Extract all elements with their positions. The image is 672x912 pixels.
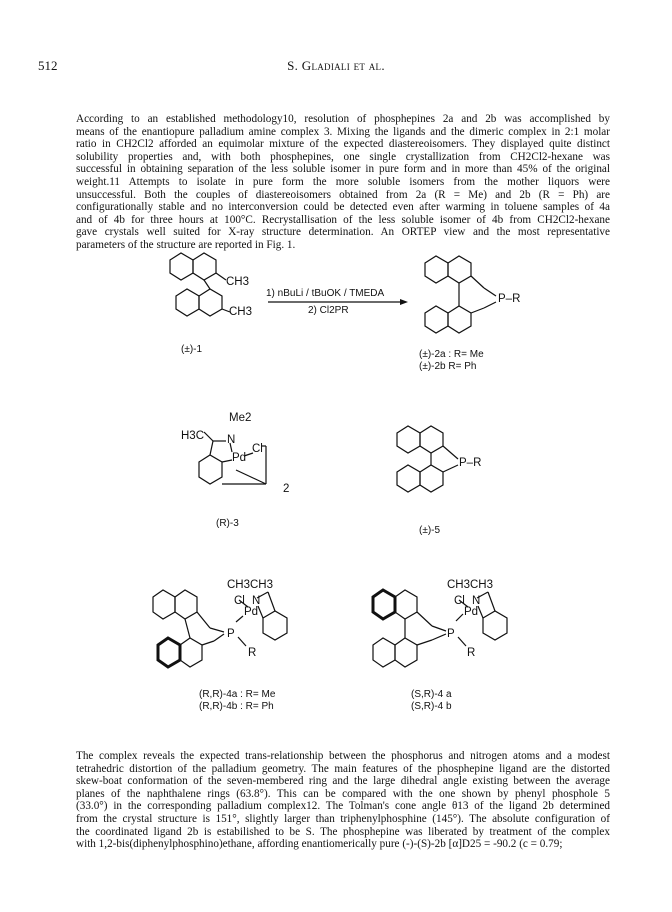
palladium-label-right: Pd: [464, 606, 479, 618]
phosphorus-label-right: P: [447, 628, 455, 640]
methyl-pair-label-right: CH3CH3: [447, 579, 494, 591]
dimethyl-label: Me2: [229, 412, 252, 424]
text-line: ratio in CH2Cl2 afforded an equimolar mixture of the expected diastereoisomers. They displayed quite distinct: [76, 138, 610, 151]
compound-label-4b-rr: (R,R)-4b : R= Ph: [199, 701, 274, 712]
r-group-label-left: R: [248, 647, 257, 659]
phosphorus-group-label: P–R: [498, 293, 521, 305]
text-line: tetrahedric distortion of the palladium geometry. The main features of the phosphepine ligand are the distorted: [76, 762, 610, 775]
compound-label-2a: (±)-2a : R= Me: [419, 349, 484, 360]
palladium-label: Pd: [232, 452, 247, 464]
complex-4-rr-structure: [153, 590, 287, 667]
h3c-label: H3C: [181, 430, 205, 442]
text-line: parameters of the structure are reported in Fig. 1.: [76, 238, 296, 251]
text-line: means of the enantiopure palladium amine complex 3. Mixing the ligands and the dimeric complex in 2:1 molar: [76, 125, 610, 138]
compound-label-2b: (±)-2b R= Ph: [419, 361, 477, 372]
text-line: from the crystal structure is 151°, slightly larger than triphenylphosphine (145°). The absolute configuration of: [76, 812, 610, 825]
nitrogen-label: N: [227, 434, 236, 446]
text-line: and of 4b for three hours at 100°C. Recrystallisation of the less soluble isomer of 4b from CH2Cl2-hexane: [76, 213, 610, 226]
text-line: gave crystals well suited for X-ray structure determination. An ORTEP view and the most representative: [76, 226, 610, 239]
methyl-label-lower: CH3: [229, 306, 253, 318]
arrowhead-icon: [400, 299, 408, 305]
running-header-author: S. Gladiali et al.: [287, 58, 385, 73]
text-line: The complex reveals the expected trans-relationship between the phosphorus and nitrogen atoms and a modest: [76, 750, 610, 762]
text-line: planes of the naphthalene rings (63.8°). This can be compared with the one shown by phenyl phosphole 5: [76, 787, 610, 800]
compound-label-4b-sr: (S,R)-4 b: [411, 701, 452, 712]
methyl-label-upper: CH3: [226, 276, 250, 288]
binaphthyl-1-structure: [170, 253, 230, 316]
text-line: the coordinated ligand 2b is estabilished to be S. The phosphepine was liberated by treatment of the complex: [76, 825, 610, 838]
chlorine-label: Cl: [252, 443, 263, 455]
text-line: successful in obtaining separation of the less soluble isomer in pure form and in more than 45% of the original: [76, 163, 610, 176]
dimer-subscript: 2: [283, 483, 290, 495]
r-group-label-right: R: [467, 647, 476, 659]
complex-4-sr-structure: [373, 590, 507, 667]
reagent-step-1: 1) nBuLi / tBuOK / TMEDA: [266, 288, 385, 299]
phosphorus-label-left: P: [227, 628, 235, 640]
text-line: According to an established methodology10, resolution of phosphepines 2a and 2b was accomplished by: [76, 113, 610, 125]
text-line: unsuccessful. Both the couples of diastereoisomers obtained from 2a (R = Me) and 2b (R = Ph) are: [76, 188, 610, 201]
text-line: configurationally stable and no interconversion could be detected even after warming in toluene samples of 4a: [76, 201, 610, 214]
compound-label-1: (±)-1: [181, 344, 203, 355]
chlorine-label-right: Cl: [454, 595, 465, 607]
text-line: with 1,2-bis(diphenylphosphino)ethane, affording enantiomerically pure (-)-(S)-2b [α]D25 = -90.2 (c = 0.79;: [76, 838, 563, 851]
phosphole-p-r-label: P–R: [459, 457, 482, 469]
compound-label-5: (±)-5: [419, 525, 441, 536]
page-number: 512: [38, 58, 58, 73]
nitrogen-label-left: N: [252, 595, 261, 607]
phosphole-5-structure: [397, 426, 458, 492]
reagent-step-2: 2) Cl2PR: [308, 305, 349, 316]
paragraph-crystal-structure: [76, 750, 610, 851]
text-line: solubility properties and, with both phosphepines, one single crystallization from CH2Cl2-hexane was: [76, 150, 610, 163]
palladium-label-left: Pd: [244, 606, 259, 618]
text-line: skew-boat conformation of the seven-membered ring and the large dihedral angle existing between the average: [76, 775, 610, 788]
compound-label-4a-rr: (R,R)-4a : R= Me: [199, 689, 276, 700]
text-line: (33.0°) in the corresponding palladium complex12. The Tolman's cone angle θ13 of the ligand 2b determined: [76, 800, 610, 813]
nitrogen-label-right: N: [472, 595, 481, 607]
compound-label-3: (R)-3: [216, 518, 239, 529]
compound-label-4a-sr: (S,R)-4 a: [411, 689, 452, 700]
chlorine-label-left: Cl: [234, 595, 245, 607]
methyl-pair-label-left: CH3CH3: [227, 579, 274, 591]
phosphepine-2-structure: [425, 256, 496, 333]
text-line: weight.11 Attempts to isolate in pure form the more soluble isomers from the mother liquors were: [76, 175, 610, 188]
